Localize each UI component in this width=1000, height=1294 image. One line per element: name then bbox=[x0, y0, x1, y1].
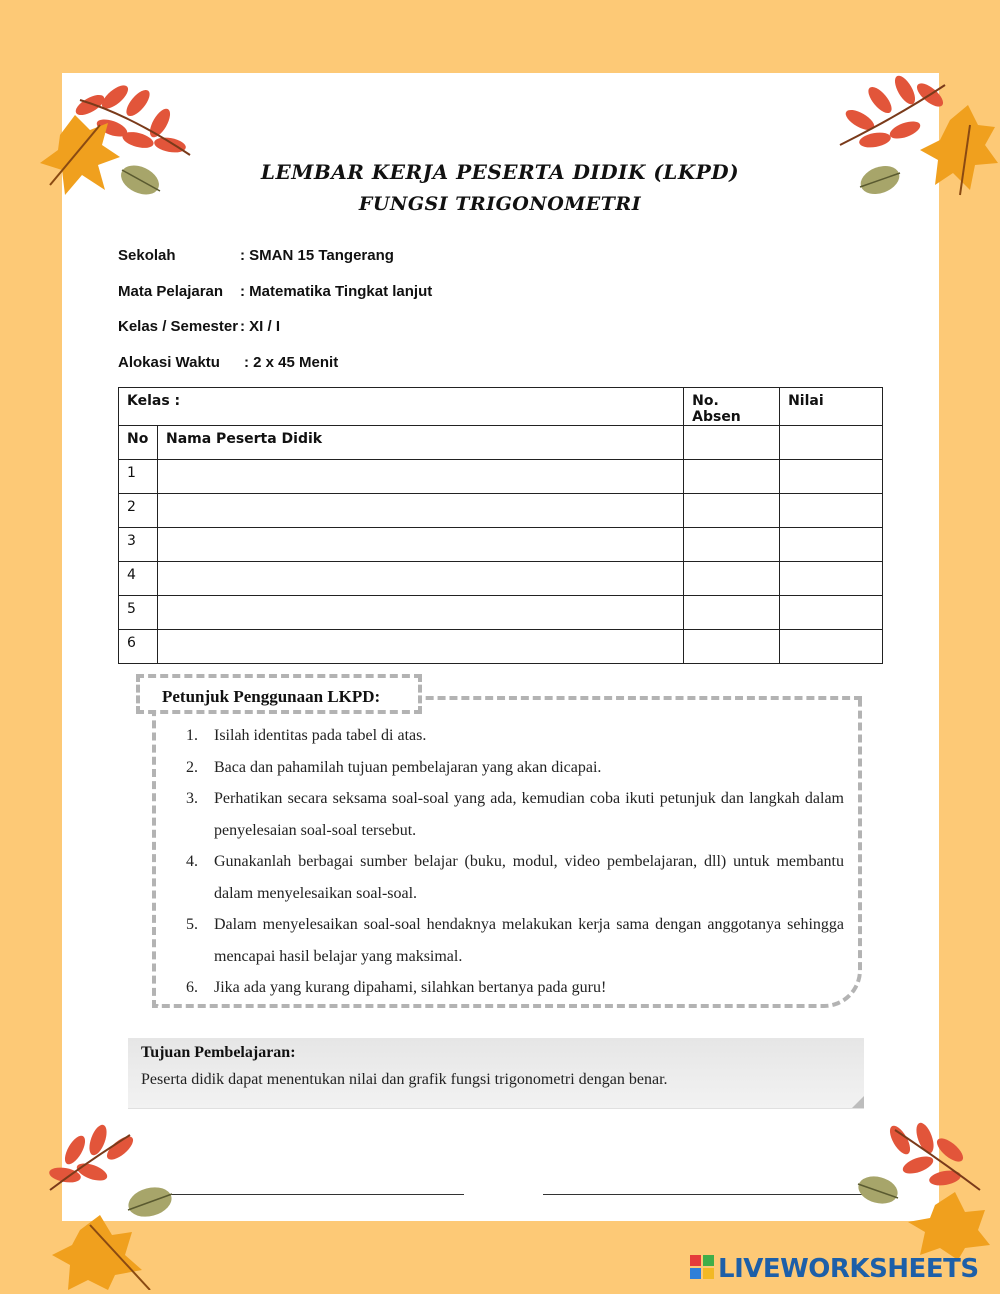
step-number: 2. bbox=[186, 758, 198, 776]
autumn-leaves-icon bbox=[20, 45, 210, 210]
info-value: : SMAN 15 Tangerang bbox=[240, 247, 394, 264]
info-value: : XI / I bbox=[240, 318, 281, 335]
row-number: 5 bbox=[119, 596, 158, 630]
info-sekolah bbox=[118, 247, 394, 264]
step-text: Jika ada yang kurang dipahami, silahkan bertanya pada guru! bbox=[214, 979, 607, 996]
step-text: Gunakanlah berbagai sumber belajar (buku, modul, video pembelajaran, dll) untuk membantu dalam menyelesaikan soal-soal. bbox=[214, 853, 844, 902]
no-absen-cell[interactable] bbox=[684, 562, 780, 596]
list-item bbox=[186, 720, 844, 752]
worksheet-subtitle: FUNGSI TRIGONOMETRI bbox=[358, 193, 642, 215]
petunjuk-list bbox=[186, 720, 844, 1004]
nama-cell[interactable] bbox=[157, 596, 683, 630]
nilai-cell[interactable] bbox=[780, 494, 883, 528]
nilai-cell[interactable] bbox=[780, 596, 883, 630]
step-number: 3. bbox=[186, 790, 198, 807]
row-number: 1 bbox=[119, 460, 158, 494]
step-text: Dalam menyelesaikan soal-soal hendaknya melakukan kerja sama dengan anggotanya sehingga mencapai hasil belajar yang maksimal. bbox=[214, 916, 844, 965]
student-table bbox=[118, 387, 883, 664]
row-number: 3 bbox=[119, 528, 158, 562]
tujuan-text: Peserta didik dapat menentukan nilai dan grafik fungsi trigonometri dengan benar. bbox=[141, 1071, 668, 1088]
list-item bbox=[186, 909, 844, 972]
no-absen-cell[interactable] bbox=[684, 494, 780, 528]
worksheet-title: LEMBAR KERJA PESERTA DIDIK (LKPD) bbox=[260, 160, 740, 184]
page-curl bbox=[852, 1096, 864, 1108]
nilai-cell[interactable] bbox=[780, 630, 883, 664]
list-item bbox=[186, 752, 844, 784]
step-text: Isilah identitas pada tabel di atas. bbox=[214, 727, 427, 744]
row-number: 2 bbox=[119, 494, 158, 528]
info-label: Sekolah bbox=[118, 247, 176, 264]
info-label: Kelas / Semester bbox=[118, 318, 239, 335]
info-label: Mata Pelajaran bbox=[118, 283, 224, 300]
info-mata-pelajaran bbox=[118, 283, 433, 300]
no-absen-cell[interactable] bbox=[684, 528, 780, 562]
list-item bbox=[186, 846, 844, 909]
no-absen-cell[interactable] bbox=[684, 426, 780, 460]
nama-cell[interactable] bbox=[157, 562, 683, 596]
table-row bbox=[119, 494, 883, 528]
nama-cell[interactable] bbox=[157, 630, 683, 664]
nama-cell[interactable] bbox=[157, 528, 683, 562]
info-value: : Matematika Tingkat lanjut bbox=[240, 283, 433, 300]
autumn-leaves-icon bbox=[20, 1120, 210, 1290]
step-text: Perhatikan secara seksama soal-soal yang ada, kemudian coba ikuti petunjuk dan langkah dalam penyelesaian soal-soal tersebut. bbox=[214, 790, 844, 839]
step-text: Baca dan pahamilah tujuan pembelajaran yang akan dicapai. bbox=[214, 758, 602, 776]
table-row bbox=[119, 562, 883, 596]
petunjuk-title: Petunjuk Penggunaan LKPD: bbox=[162, 687, 381, 706]
nama-header: Nama Peserta Didik bbox=[157, 426, 683, 460]
table-header-row bbox=[119, 388, 883, 426]
step-number: 4. bbox=[186, 853, 198, 870]
table-row bbox=[119, 528, 883, 562]
table-column-row bbox=[119, 426, 883, 460]
nilai-header: Nilai bbox=[780, 388, 883, 426]
nilai-cell[interactable] bbox=[780, 528, 883, 562]
autumn-leaves-icon bbox=[840, 1120, 1000, 1260]
no-absen-cell[interactable] bbox=[684, 460, 780, 494]
petunjuk-tab bbox=[136, 674, 422, 714]
tujuan-title: Tujuan Pembelajaran: bbox=[141, 1044, 296, 1061]
info-kelas-semester bbox=[118, 318, 281, 335]
nilai-cell[interactable] bbox=[780, 562, 883, 596]
table-row bbox=[119, 596, 883, 630]
info-value: : 2 x 45 Menit bbox=[244, 354, 339, 371]
list-item bbox=[186, 783, 844, 846]
nilai-cell[interactable] bbox=[780, 426, 883, 460]
autumn-leaves-icon bbox=[820, 45, 1000, 210]
list-item bbox=[186, 972, 844, 1004]
kelas-header: Kelas : bbox=[119, 388, 684, 426]
tujuan-box bbox=[128, 1038, 864, 1109]
row-number: 6 bbox=[119, 630, 158, 664]
no-absen-cell[interactable] bbox=[684, 596, 780, 630]
step-number: 5. bbox=[186, 916, 198, 933]
row-number: 4 bbox=[119, 562, 158, 596]
brand-watermark[interactable] bbox=[690, 1254, 990, 1284]
brand-name: LIVEWORKSHEETS bbox=[718, 1254, 979, 1284]
table-row bbox=[119, 460, 883, 494]
step-number: 6. bbox=[186, 979, 198, 996]
info-alokasi-waktu bbox=[118, 354, 339, 371]
no-absen-header: No. Absen bbox=[684, 388, 780, 426]
nama-cell[interactable] bbox=[157, 460, 683, 494]
no-header: No bbox=[119, 426, 158, 460]
table-row bbox=[119, 630, 883, 664]
no-absen-cell[interactable] bbox=[684, 630, 780, 664]
step-number: 1. bbox=[186, 727, 198, 744]
nilai-cell[interactable] bbox=[780, 460, 883, 494]
nama-cell[interactable] bbox=[157, 494, 683, 528]
info-label: Alokasi Waktu bbox=[118, 354, 220, 371]
liveworksheets-logo-icon bbox=[690, 1255, 714, 1279]
signature-line-right bbox=[543, 1194, 863, 1195]
